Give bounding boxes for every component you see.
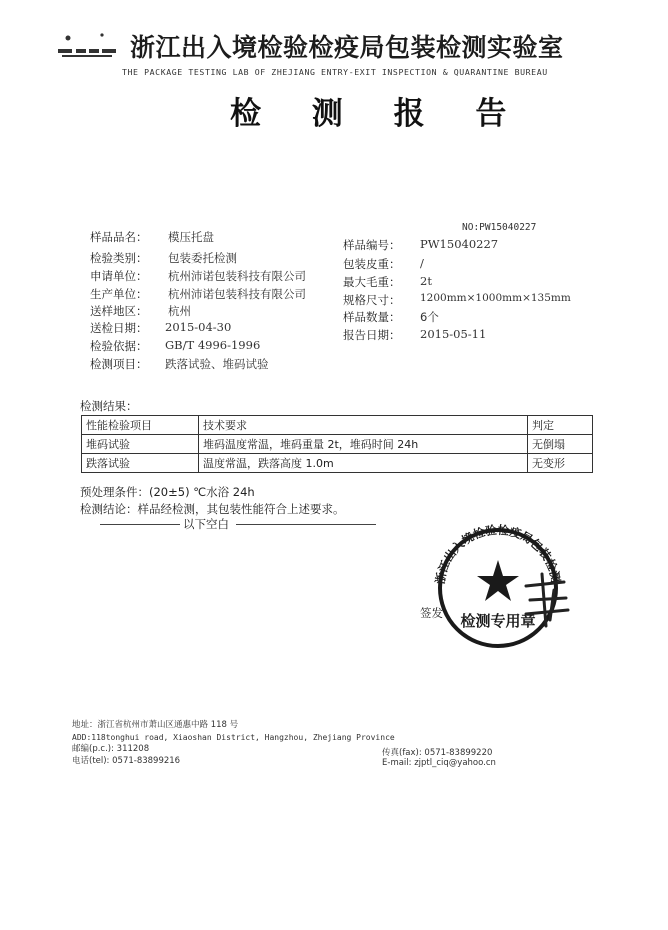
table-cell-requirement: 温度常温，跌落高度 1.0m <box>199 454 528 473</box>
field-value-quantity: 6个 <box>420 310 439 324</box>
field-label-region: 送样地区： <box>90 304 148 318</box>
field-value-sample-name: 模压托盘 <box>168 230 214 244</box>
results-heading: 检测结果： <box>80 399 138 413</box>
report-title: 检 测 报 告 <box>230 96 527 132</box>
field-label-standard: 检验依据： <box>90 339 148 353</box>
lab-name-cn: 浙江出入境检验检疫局包装检测实验室 <box>130 33 564 62</box>
address-en: ADD:118tonghui road, Xiaoshan District, Hangzhou, Zhejiang Province <box>72 733 395 742</box>
field-value-standard: GB/T 4996-1996 <box>165 338 261 352</box>
table-header-cell: 性能检验项目 <box>82 416 199 435</box>
field-label-test-items: 检测项目： <box>90 357 148 371</box>
blank-divider-right <box>236 524 376 525</box>
field-value-inspection-type: 包装委托检测 <box>168 251 237 265</box>
field-label-applicant: 申请单位： <box>90 269 148 283</box>
svg-text:浙江出入境检验检疫局包装检测: 浙江出入境检验检疫局包装检测 <box>432 522 563 586</box>
field-label-max-gross: 最大毛重： <box>343 275 401 289</box>
field-value-tare-weight: / <box>420 256 424 270</box>
table-header-cell: 技术要求 <box>199 416 528 435</box>
address-cn: 地址：浙江省杭州市萧山区通惠中路 118 号 <box>72 720 239 730</box>
telephone-number: 电话(tel): 0571-83899216 <box>72 756 181 766</box>
table-cell-requirement: 堆码温度常温，堆码重量 2t，堆码时间 24h <box>199 435 528 454</box>
field-label-manufacturer: 生产单位： <box>90 287 148 301</box>
field-label-report-date: 报告日期： <box>343 328 401 342</box>
report-number: NO:PW15040227 <box>462 222 537 233</box>
table-row <box>82 454 593 473</box>
blank-divider-left <box>100 524 180 525</box>
field-value-report-date: 2015-05-11 <box>420 327 487 341</box>
field-label-sample-name: 样品品名： <box>90 230 148 244</box>
field-value-region: 杭州 <box>168 304 191 318</box>
pretreatment-conditions: 预处理条件：(20±5) ℃水浴 24h <box>80 485 255 499</box>
results-table <box>81 415 593 473</box>
signature-mark <box>520 570 572 630</box>
field-label-sample-no: 样品编号： <box>343 238 401 252</box>
table-header-cell: 判定 <box>528 416 593 435</box>
table-cell-item: 跌落试验 <box>82 454 199 473</box>
svg-text:检测专用章: 检测专用章 <box>460 612 536 630</box>
field-label-tare-weight: 包装皮重： <box>343 257 401 271</box>
table-row <box>82 435 593 454</box>
field-value-applicant: 杭州沛诺包装科技有限公司 <box>168 269 306 283</box>
table-cell-verdict: 无变形 <box>528 454 593 473</box>
field-value-dimensions: 1200mm×1000mm×135mm <box>420 292 571 304</box>
field-label-dimensions: 规格尺寸： <box>343 293 401 307</box>
email-address: E-mail: zjptl_ciq@yahoo.cn <box>382 758 496 768</box>
lab-name-en: THE PACKAGE TESTING LAB OF ZHEJIANG ENTRY-EXIT INSPECTION & QUARANTINE BUREAU <box>122 67 548 77</box>
field-value-submit-date: 2015-04-30 <box>165 320 232 334</box>
table-cell-verdict: 无倒塌 <box>528 435 593 454</box>
test-conclusion: 检测结论：样品经检测，其包装性能符合上述要求。 <box>80 502 345 516</box>
table-cell-item: 堆码试验 <box>82 435 199 454</box>
field-value-test-items: 跌落试验、堆码试验 <box>165 357 269 371</box>
table-header-row <box>82 416 593 435</box>
field-label-submit-date: 送检日期： <box>90 321 148 335</box>
field-value-sample-no: PW15040227 <box>420 237 499 251</box>
postcode: 邮编(p.c.): 311208 <box>72 744 150 754</box>
blank-below-note: 以下空白 <box>183 517 229 531</box>
lab-logo <box>56 30 118 64</box>
field-value-manufacturer: 杭州沛诺包装科技有限公司 <box>168 287 306 301</box>
fax-number: 传真(fax): 0571-83899220 <box>382 748 493 758</box>
field-value-max-gross: 2t <box>420 274 432 288</box>
issuer-label: 签发 <box>420 606 443 620</box>
field-label-quantity: 样品数量： <box>343 310 401 324</box>
field-label-inspection-type: 检验类别： <box>90 251 148 265</box>
